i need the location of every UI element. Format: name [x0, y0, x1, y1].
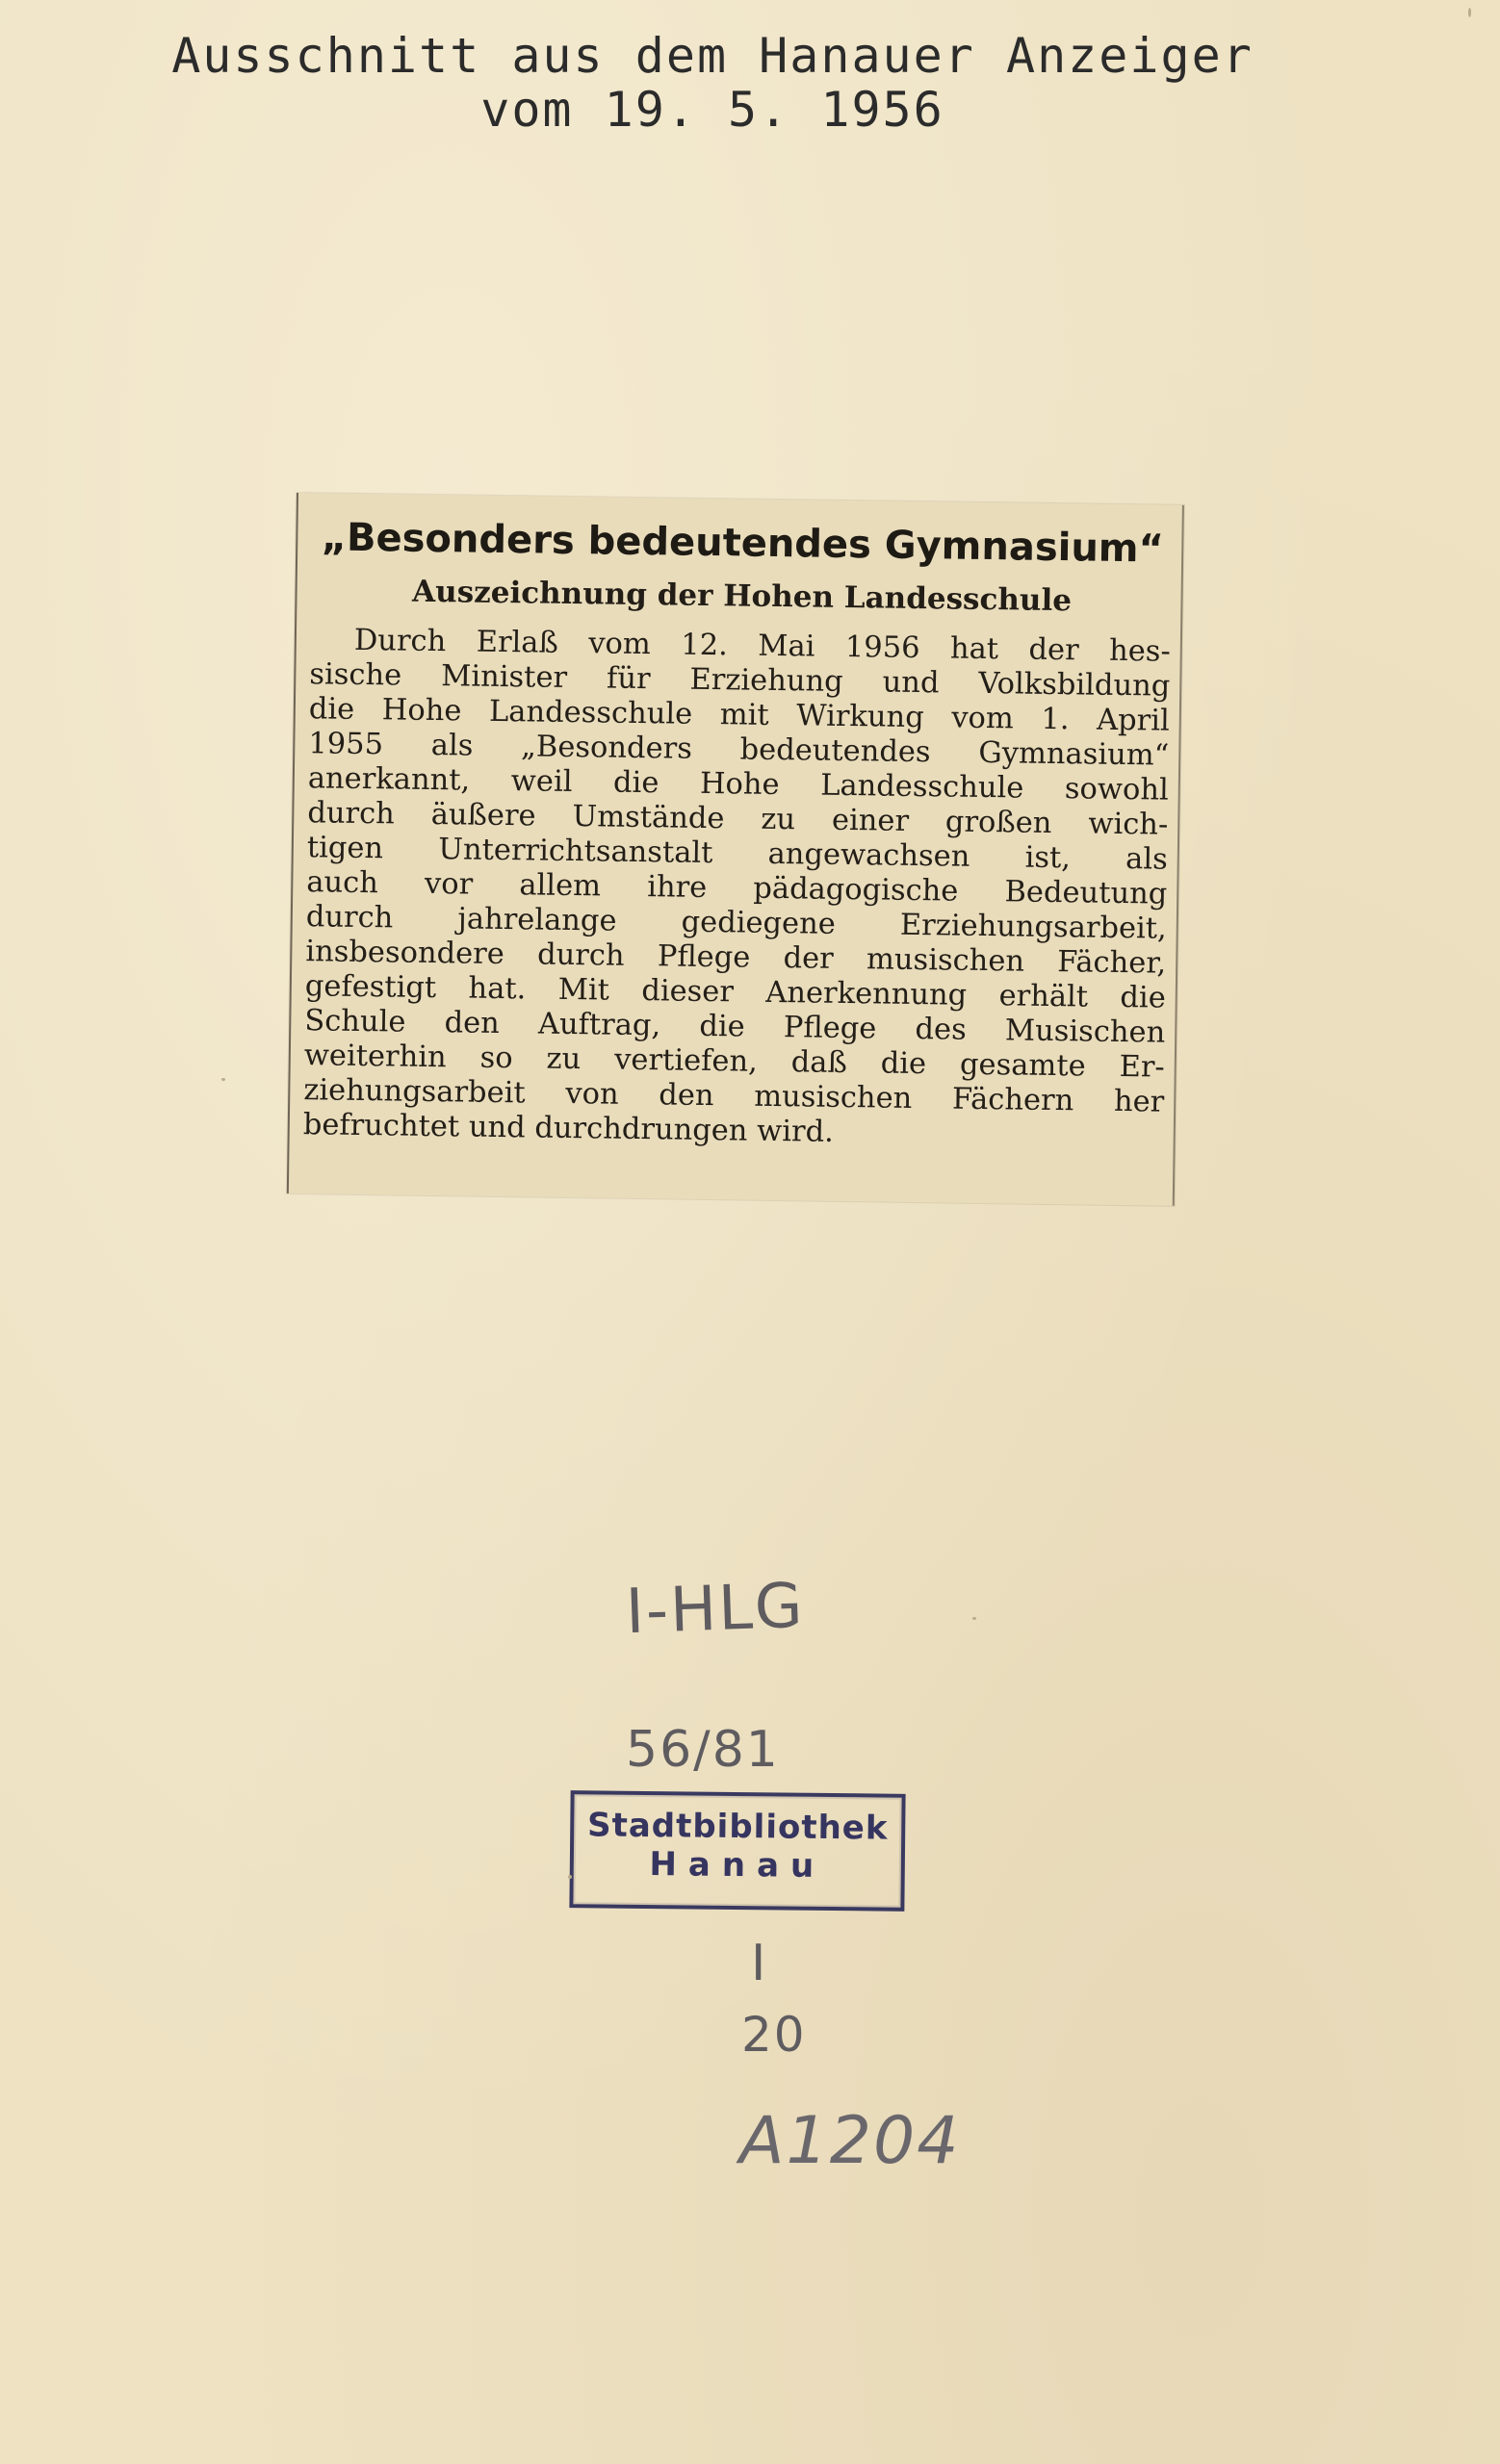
body-line: tigen Unterrichtsanstalt angewachsen ist, als: [306, 831, 1169, 877]
body-line: 1955 als „Besonders bedeutendes Gymnasium“: [308, 727, 1170, 773]
clipping-body: [303, 623, 1171, 1154]
header-source-line: Ausschnitt aus dem Hanauer Anzeiger: [171, 28, 1254, 84]
paper-speck: [221, 1078, 225, 1081]
body-line: weiterhin so zu vertiefen, daß die gesamte Er-: [303, 1039, 1165, 1085]
paper-speck: [1468, 8, 1471, 17]
paper-speck: [568, 1875, 572, 1879]
paper-speck: [972, 1617, 976, 1620]
body-line: gefestigt hat. Mit dieser Anerkennung erhält die: [304, 969, 1166, 1015]
body-line: durch jahrelange gediegene Erziehungsarbeit,: [305, 900, 1168, 946]
handwritten-number: 56/81: [626, 1721, 780, 1779]
body-line: Schule den Auftrag, die Pflege des Musischen: [304, 1004, 1166, 1050]
body-line: die Hohe Landesschule mit Wirkung vom 1. April: [308, 692, 1171, 738]
stamp-library-name: Stadtbibliothek: [586, 1806, 889, 1848]
typewritten-header: [144, 29, 1280, 137]
body-line: durch äußere Umstände zu einer großen wich-: [307, 796, 1169, 842]
newspaper-clipping: [287, 493, 1184, 1206]
body-line: sische Minister für Erziehung und Volksbildung: [309, 657, 1171, 704]
handwritten-mark: I: [751, 1935, 768, 1992]
header-date-line: vom 19. 5. 1956: [480, 82, 944, 138]
body-line: Durch Erlaß vom 12. Mai 1956 hat der hes-: [353, 623, 1172, 669]
stamp-city: Hanau: [649, 1845, 826, 1886]
library-stamp: [569, 1790, 905, 1912]
handwritten-inventory-number: A1204: [739, 2103, 961, 2179]
body-line: befruchtet und durchdrungen wird.: [302, 1108, 835, 1149]
handwritten-number: 20: [741, 2007, 807, 2063]
body-line: ziehungsarbeit von den musischen Fächern her: [303, 1073, 1165, 1119]
handwritten-shelfmark: I-HLG: [624, 1570, 806, 1649]
body-line: auch vor allem ihre pädagogische Bedeutung: [306, 865, 1168, 911]
body-line: anerkannt, weil die Hohe Landesschule sowohl: [307, 761, 1170, 808]
clipping-headline: „Besonders bedeutendes Gymnasium“: [321, 515, 1165, 572]
body-line: insbesondere durch Pflege der musischen Fächer,: [305, 935, 1167, 981]
clipping-subheadline: Auszeichnung der Hohen Landesschule: [411, 574, 1073, 619]
